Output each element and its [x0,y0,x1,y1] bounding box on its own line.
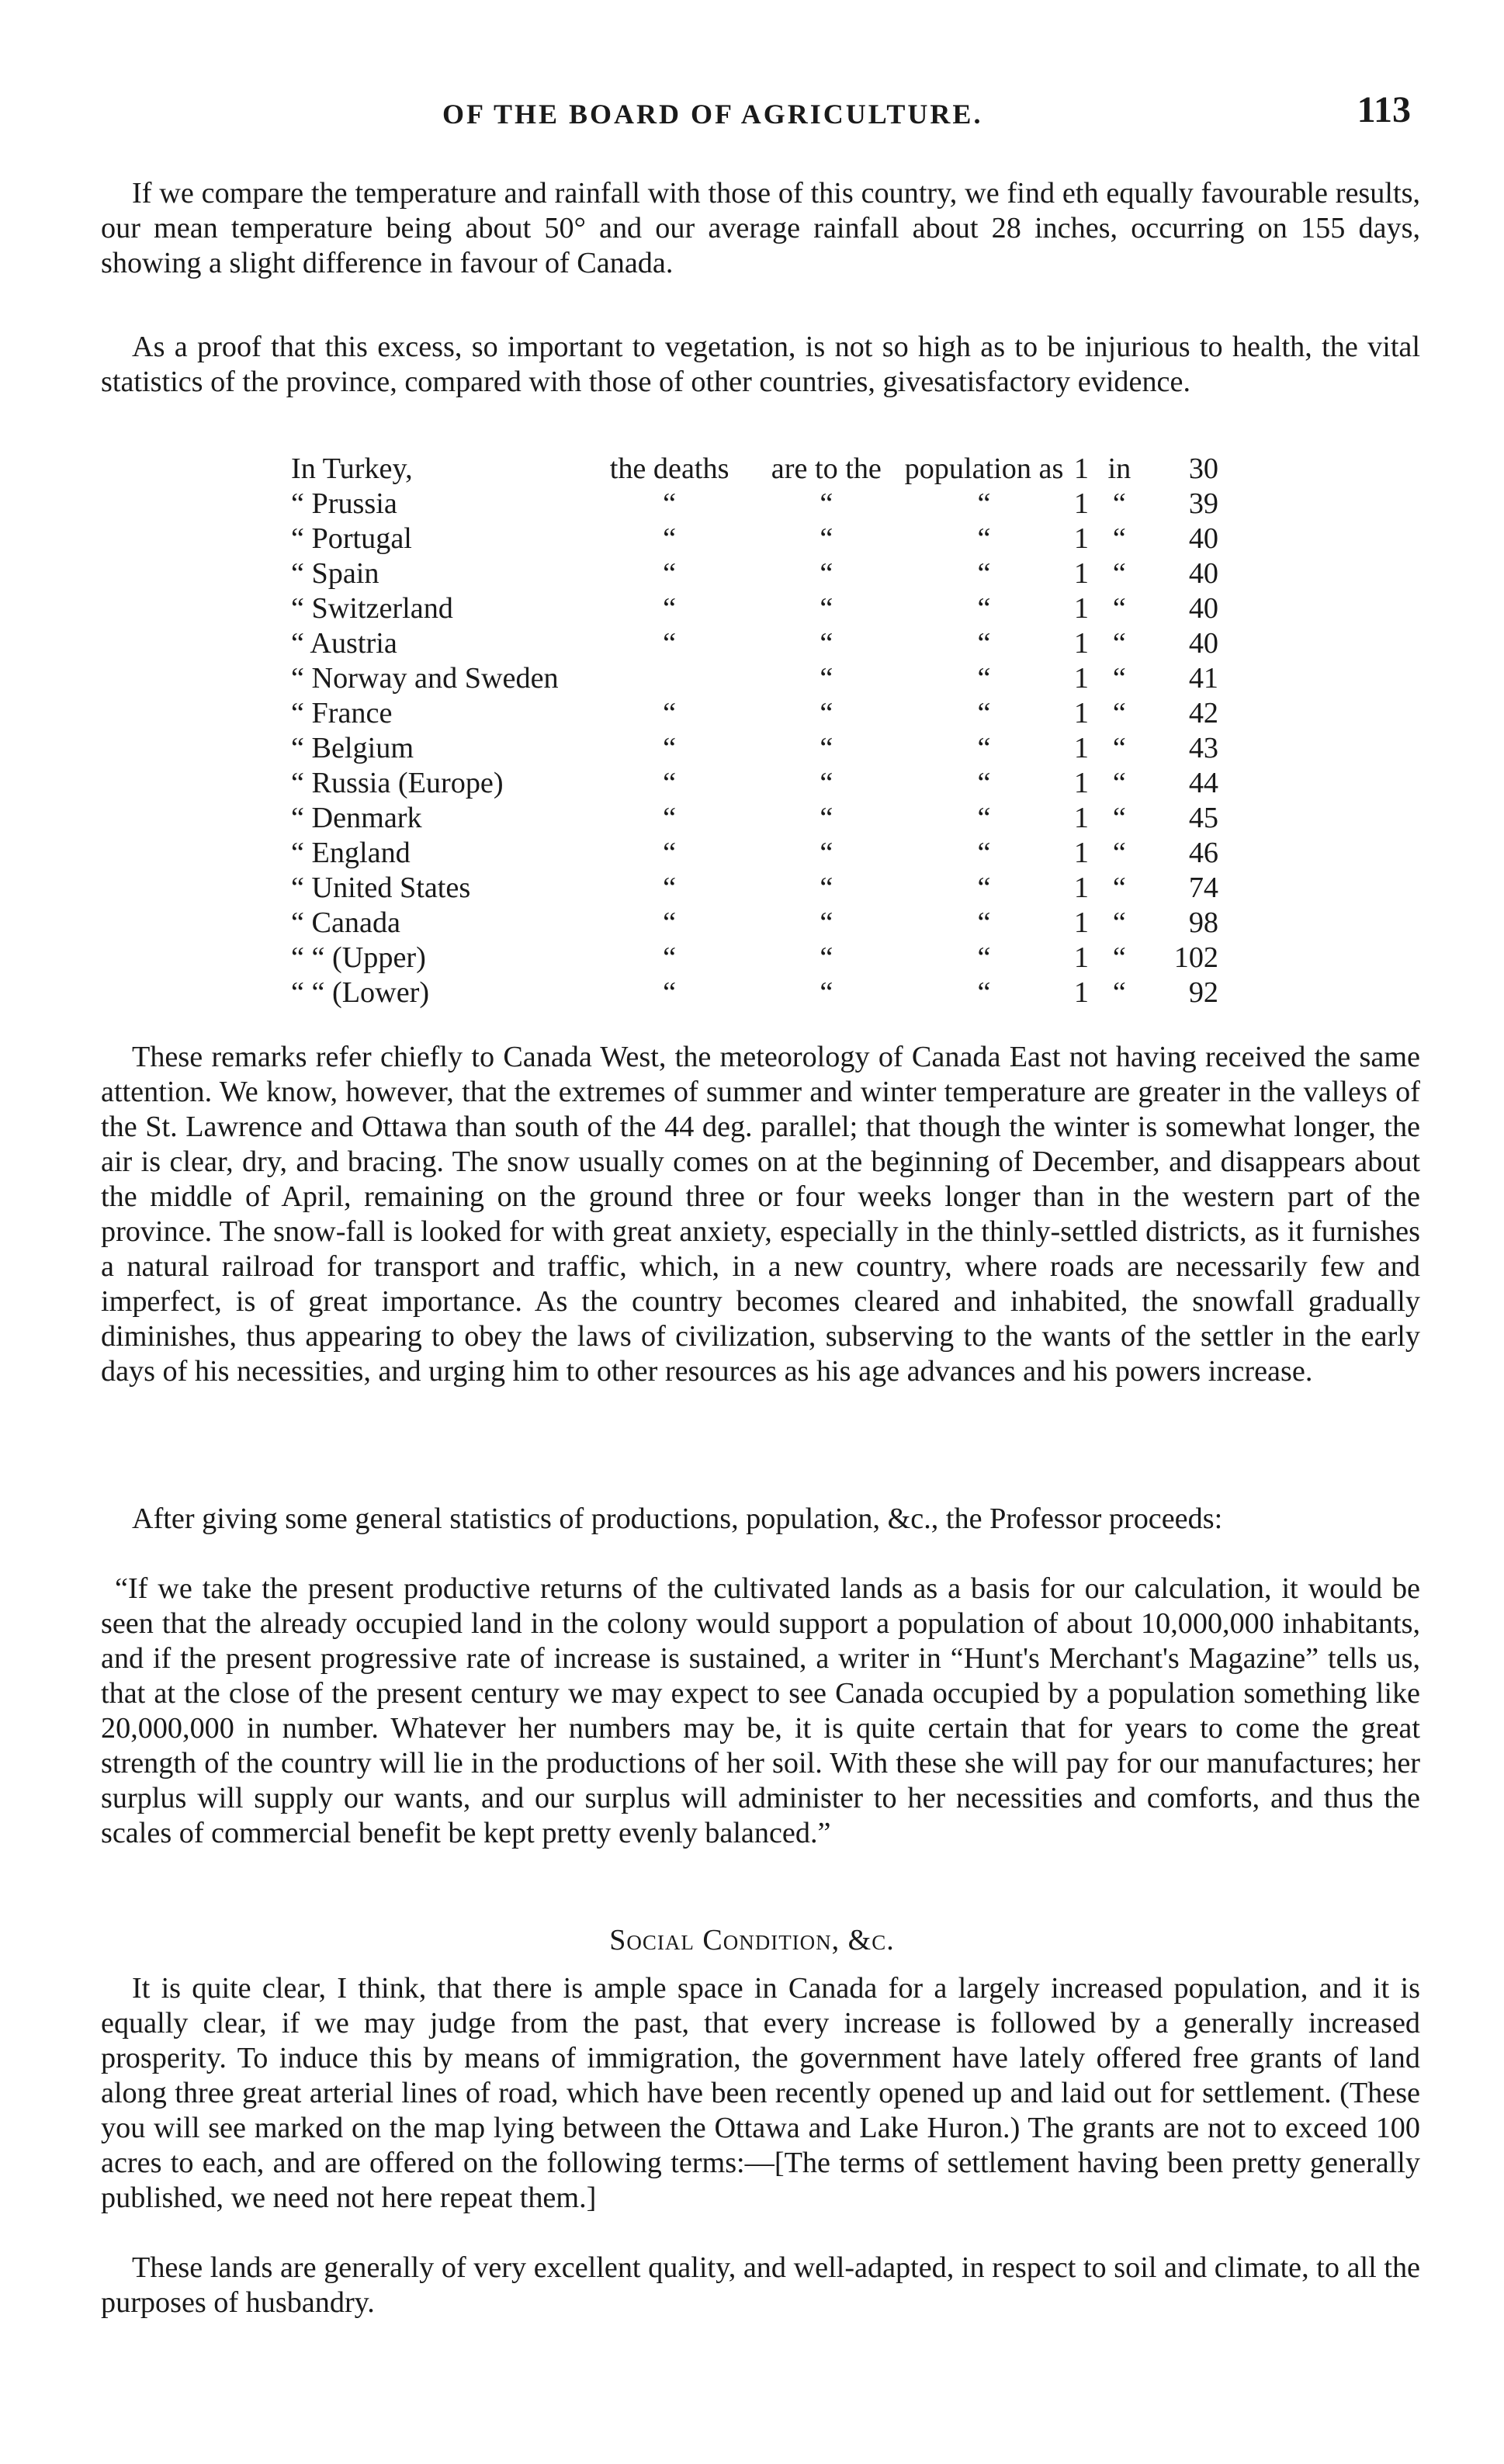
running-head: OF THE BOARD OF AGRICULTURE. [442,99,983,130]
ratio-in-cell: “ [1112,487,1126,520]
ratio-one-cell: 1 [1073,872,1089,904]
ditto-cell [591,661,748,696]
country-cell: “ Switzerland [291,592,453,625]
country-cell: “ Austria [291,627,397,660]
ratio-in-cell: in [1107,452,1131,485]
table-row [291,626,1218,661]
ditto-cell: “ [977,767,991,799]
ratio-one-cell: 1 [1073,732,1089,764]
country-cell: “ “ (Upper) [291,941,426,974]
ratio-in-cell: “ [1112,941,1126,974]
ditto-cell: are to the [771,452,882,485]
ditto-cell: “ [977,976,991,1009]
ditto-cell: “ [977,592,991,625]
table-row [291,801,1218,836]
ratio-in-cell: “ [1112,557,1126,590]
table-row [291,836,1218,871]
ratio-one-cell: 1 [1073,522,1089,555]
ditto-cell: “ [820,767,833,799]
ditto-cell: “ [820,697,833,729]
country-cell: “ Spain [291,557,379,590]
ditto-cell: “ [977,872,991,904]
ratio-value-cell: 46 [1188,837,1218,869]
ratio-value-cell: 39 [1188,487,1218,520]
ditto-cell: “ [663,767,677,799]
ratio-value-cell: 41 [1188,662,1218,695]
mortality-table [291,452,1218,1010]
country-cell: In Turkey, [291,452,413,485]
ratio-in-cell: “ [1112,802,1126,834]
ratio-in-cell: “ [1112,592,1126,625]
ditto-cell: “ [820,487,833,520]
paragraph-professor-proceeds: After giving some general statistics of productions, population, &c., the Professor proceeds: [132,1502,1223,1535]
table-row [291,591,1218,626]
ditto-cell: “ [820,732,833,764]
table-row [291,661,1218,696]
ditto-cell: “ [977,522,991,555]
page-header [101,87,1411,141]
ratio-one-cell: 1 [1073,697,1089,729]
ratio-one-cell: 1 [1073,487,1089,520]
ditto-cell: “ [663,732,677,764]
table-row [291,871,1218,906]
ratio-in-cell: “ [1112,767,1126,799]
ditto-cell: “ [977,802,991,834]
table-row [291,941,1218,976]
paragraph-canada-west: These remarks refer chiefly to Canada West, the meteorology of Canada East not having received the same attention. We know, however, that the extremes of summer and winter temperature are greater in the valleys of the St. Lawrence and Ottawa than south of the 44 deg. parallel; that though the winter is somewhat longer, the air is clear, dry, and bracing. The snow usually comes on at the beginning of December, and disappears about the middle of April, remaining on the ground three or four weeks longer than in the western part of the province. The snow-fall is looked for with great anxiety, especially in the thinly-settled districts, as it furnishes a natural railroad for transport and traffic, which, in a new country, where roads are necessarily few and imperfect, is of great importance. As the country becomes cleared and inhabited, the snowfall gradually diminishes, thus appearing to obey the laws of civilization, subserving to the wants of the settler in the early days of his necessities, and urging him to other resources as his age advances and his powers increase. [101,1041,1420,1388]
ditto-cell: “ [820,941,833,974]
ditto-cell: “ [663,627,677,660]
ditto-cell: “ [663,976,677,1009]
ratio-one-cell: 1 [1073,452,1089,485]
ratio-value-cell: 98 [1188,906,1218,939]
ratio-in-cell: “ [1112,976,1126,1009]
table-row [291,906,1218,941]
table-row [291,522,1218,556]
ratio-in-cell: “ [1112,522,1126,555]
ditto-cell: “ [663,487,677,520]
ratio-value-cell: 43 [1188,732,1218,764]
country-cell: “ Norway and Sweden [291,662,559,695]
country-cell: “ Denmark [291,802,422,834]
country-cell: “ “ (Lower) [291,976,430,1009]
ratio-in-cell: “ [1112,872,1126,904]
ditto-cell: “ [663,557,677,590]
country-cell: “ France [291,697,393,729]
paragraph-quotation: “If we take the present productive returns of the cultivated lands as a basis for our calculation, it would be seen that the already occupied land in the colony would support a population of about 10,000,000 inhabitants, and if the present progressive rate of increase is sustained, a writer in “Hunt's Merchant's Magazine” tells us, that at the close of the present century we may expect to see Canada occupied by a population something like 20,000,000 in number. Whatever her numbers may be, it is quite certain that for years to come the great strength of the country will lie in the productions of her soil. With these she will pay for our manufactures; her surplus will supply our wants, and our surplus will administer to her necessities and comforts, and thus the scales of commercial benefit be kept pretty evenly balanced.” [101,1572,1420,1849]
ditto-cell: “ [663,941,677,974]
page-number: 113 [1357,89,1411,130]
table-row [291,452,1218,487]
ratio-value-cell: 74 [1188,872,1218,904]
ratio-one-cell: 1 [1073,592,1089,625]
ratio-one-cell: 1 [1073,906,1089,939]
ratio-value-cell: 92 [1188,976,1218,1009]
ditto-cell: “ [820,802,833,834]
ditto-cell: “ [820,662,833,695]
ratio-value-cell: 40 [1188,627,1218,660]
ratio-value-cell: 30 [1188,452,1218,485]
mortality-table-body [291,452,1218,1010]
ditto-cell: “ [820,522,833,555]
ratio-value-cell: 42 [1188,697,1218,729]
ditto-cell: “ [820,592,833,625]
ratio-one-cell: 1 [1073,767,1089,799]
ditto-cell: the deaths [609,452,729,485]
ratio-one-cell: 1 [1073,941,1089,974]
country-cell: “ United States [291,872,471,904]
ratio-in-cell: “ [1112,837,1126,869]
ratio-value-cell: 40 [1188,557,1218,590]
ratio-one-cell: 1 [1073,837,1089,869]
ditto-cell: “ [663,522,677,555]
ratio-value-cell: 44 [1188,767,1218,799]
ditto-cell: “ [977,906,991,939]
ratio-one-cell: 1 [1073,662,1089,695]
ratio-in-cell: “ [1112,697,1126,729]
paragraph-lands-quality: These lands are generally of very excellent quality, and well-adapted, in respect to soil and climate, to all the purposes of husbandry. [101,2251,1420,2319]
ratio-one-cell: 1 [1073,802,1089,834]
ditto-cell: “ [977,837,991,869]
ditto-cell: “ [663,906,677,939]
ditto-cell: “ [977,697,991,729]
ratio-in-cell: “ [1112,732,1126,764]
ditto-cell: “ [977,732,991,764]
ditto-cell: “ [820,976,833,1009]
ratio-in-cell: “ [1112,627,1126,660]
ratio-value-cell: 102 [1173,941,1218,974]
ditto-cell: population as [904,452,1064,485]
ditto-cell: “ [977,487,991,520]
ditto-cell: “ [663,592,677,625]
ditto-cell: “ [977,941,991,974]
section-heading: Social Condition, &c. [609,1924,895,1956]
country-cell: “ England [291,837,411,869]
paragraph-social-condition: It is quite clear, I think, that there is ample space in Canada for a largely increased population, and it is equally clear, if we may judge from the past, that every increase is followed by a generally increased prosperity. To induce this by means of immigration, the government have lately offered free grants of land along three great arterial lines of road, which have been recently opened up and laid out for settlement. (These you will see marked on the map lying between the Ottawa and Lake Huron.) The grants are not to exceed 100 acres to each, and are offered on the following terms:—[The terms of settlement having been pretty generally published, we need not here repeat them.] [101,1972,1420,2214]
ratio-value-cell: 40 [1188,592,1218,625]
table-row [291,976,1218,1010]
ditto-cell: “ [820,906,833,939]
ratio-one-cell: 1 [1073,976,1089,1009]
ratio-in-cell: “ [1112,906,1126,939]
country-cell: “ Canada [291,906,401,939]
ditto-cell: “ [977,662,991,695]
country-cell: “ Prussia [291,487,397,520]
table-row [291,696,1218,731]
ditto-cell: “ [663,697,677,729]
ditto-cell: “ [663,837,677,869]
country-cell: “ Belgium [291,732,414,764]
ditto-cell: “ [663,872,677,904]
country-cell: “ Russia (Europe) [291,767,504,799]
ditto-cell: “ [820,837,833,869]
paragraph-temperature-rainfall: If we compare the temperature and rainfall with those of this country, we find eth equally favourable results, our mean temperature being about 50° and our average rainfall about 28 inches, occurring on 155 days, showing a slight difference in favour of Canada. [101,177,1420,279]
ditto-cell: “ [820,872,833,904]
ditto-cell: “ [820,557,833,590]
table-row [291,487,1218,522]
ditto-cell: “ [663,802,677,834]
ratio-in-cell: “ [1112,662,1126,695]
ditto-cell: “ [977,557,991,590]
ditto-cell: “ [820,627,833,660]
ratio-one-cell: 1 [1073,557,1089,590]
table-row [291,731,1218,766]
ratio-value-cell: 40 [1188,522,1218,555]
paragraph-vital-statistics: As a proof that this excess, so important to vegetation, is not so high as to be injurious to health, the vital statistics of the province, compared with those of other countries, givesatisfactory evidence. [101,331,1420,398]
ratio-one-cell: 1 [1073,627,1089,660]
table-row [291,766,1218,801]
table-row [291,556,1218,591]
ditto-cell: “ [977,627,991,660]
ratio-value-cell: 45 [1188,802,1218,834]
country-cell: “ Portugal [291,522,412,555]
